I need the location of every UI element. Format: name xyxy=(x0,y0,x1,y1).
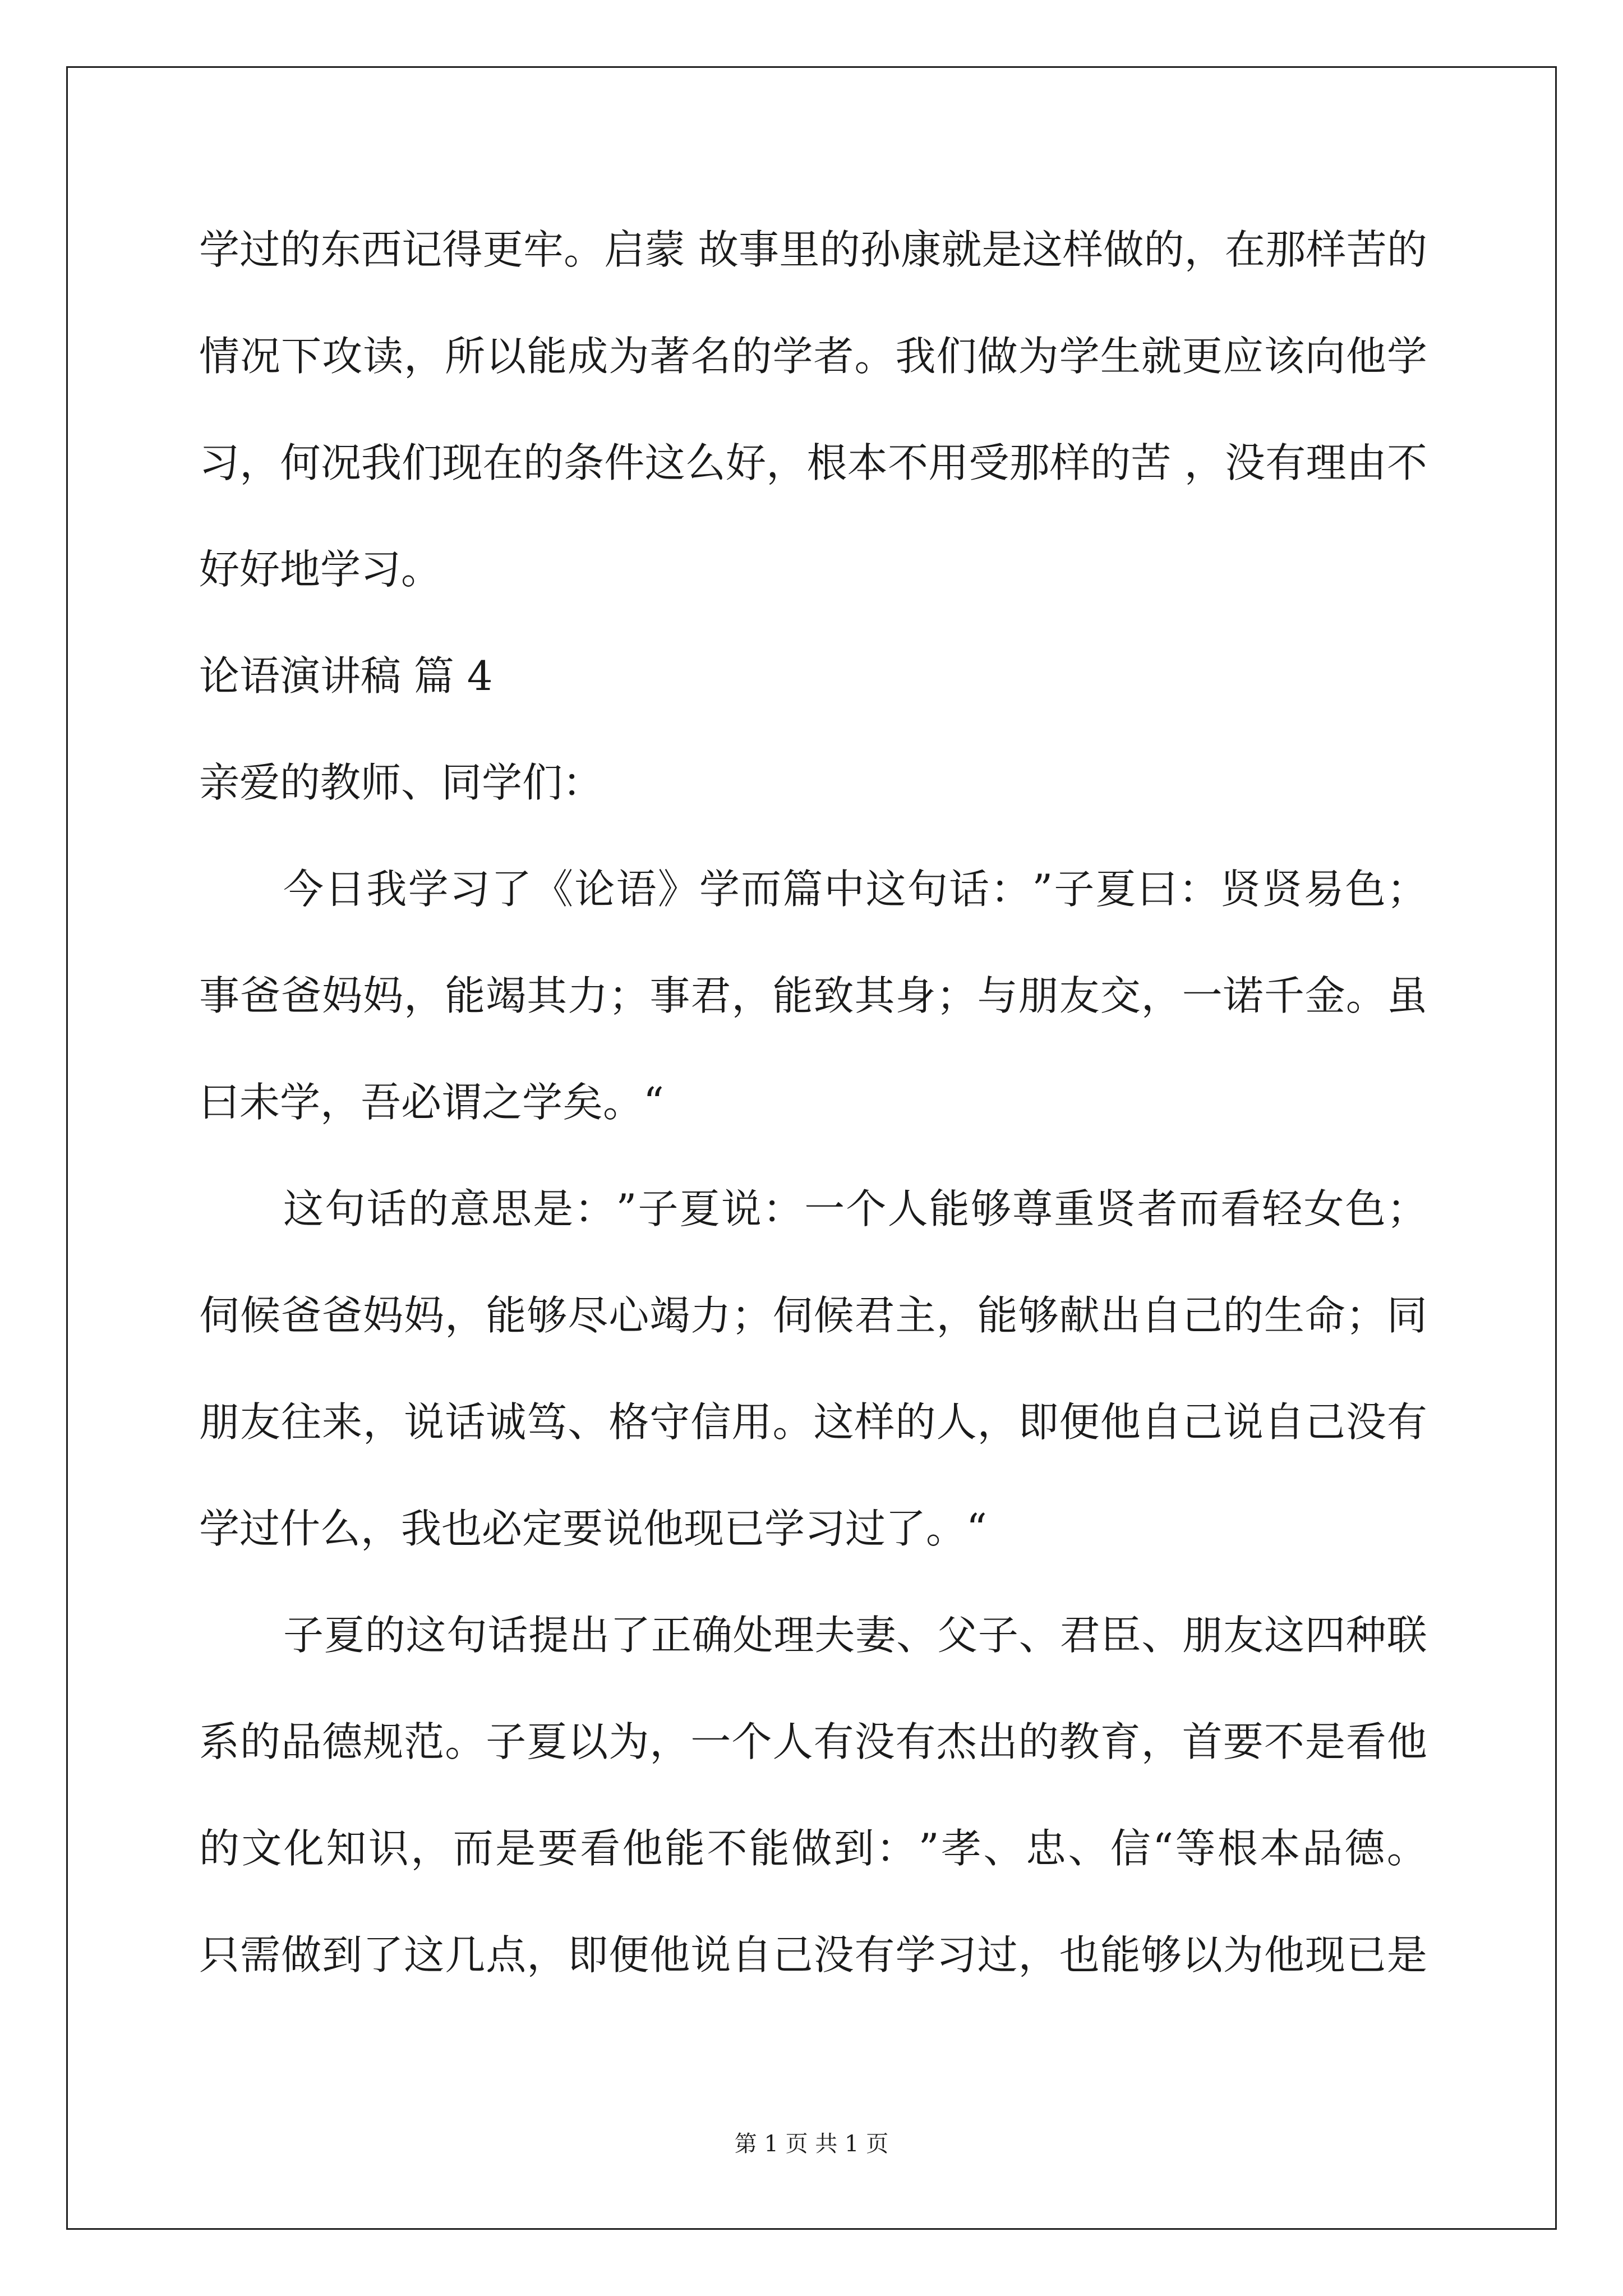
section-heading: 论语演讲稿 篇 4 xyxy=(199,652,493,700)
paragraph-line: 只 需 做 到 了 这 几 点 ， 即 便 他 说 自 己 没 有 学 习 过 ， 也 能 够 以 为 他 现 已 是 xyxy=(199,1931,1427,1978)
paragraph-line: 学 过 的 东 西 记 得 更 牢 。 启 蒙 故 事 里 的 孙 康 就 是 这 样 做 的 ， 在 那 样 苦 的 xyxy=(199,226,1427,273)
salutation: 亲爱的教师、同学们： xyxy=(199,759,603,806)
paragraph-line: 事 爸 爸 妈 妈 ， 能 竭 其 力 ； 事 君 ， 能 致 其 身 ； 与 朋 友 交 ， 一 诺 千 金 。 虽 xyxy=(199,972,1427,1019)
paragraph-line: 好好地学习。 xyxy=(199,546,442,593)
paragraph-line: 系 的 品 德 规 范 。 子 夏 以 为 ， 一 个 人 有 没 有 杰 出 的 教 育 ， 首 要 不 是 看 他 xyxy=(199,1718,1427,1765)
page-footer: 第 1 页 共 1 页 xyxy=(734,2131,889,2157)
paragraph-line: 学过什么，我也必定要说他现已学习过了。“ xyxy=(199,1505,987,1552)
paragraph-line: 子 夏 的 这 句 话 提 出 了 正 确 处 理 夫 妻 、 父 子 、 君 臣 、 朋 友 这 四 种 联 xyxy=(283,1612,1427,1659)
paragraph-line: 的 文 化 知 识 ， 而 是 要 看 他 能 不 能 做 到 ： ” 孝 、 忠 、 信 “ 等 根 本 品 德 。 xyxy=(199,1825,1427,1872)
paragraph-line: 习 ， 何 况 我 们 现 在 的 条 件 这 么 好 ， 根 本 不 用 受 那 样 的 苦 ， 没 有 理 由 不 xyxy=(199,439,1427,486)
paragraph-line: 情 况 下 攻 读 ， 所 以 能 成 为 著 名 的 学 者 。 我 们 做 为 学 生 就 更 应 该 向 他 学 xyxy=(199,333,1427,380)
paragraph-line: 这 句 话 的 意 思 是 ： ” 子 夏 说 ： 一 个 人 能 够 尊 重 贤 者 而 看 轻 女 色 ； xyxy=(283,1185,1427,1232)
paragraph-line: 曰未学，吾必谓之学矣。“ xyxy=(199,1079,664,1126)
document-body xyxy=(199,196,1427,2008)
paragraph-line: 朋 友 往 来 ， 说 话 诚 笃 、 格 守 信 用 。 这 样 的 人 ， 即 便 他 自 己 说 自 己 没 有 xyxy=(199,1398,1427,1446)
paragraph-line: 伺 候 爸 爸 妈 妈 ， 能 够 尽 心 竭 力 ； 伺 候 君 主 ， 能 够 献 出 自 己 的 生 命 ； 同 xyxy=(199,1292,1427,1339)
paragraph-line: 今 日 我 学 习 了 《 论 语 》 学 而 篇 中 这 句 话 ： ” 子 夏 曰 ： 贤 贤 易 色 ； xyxy=(283,866,1427,913)
